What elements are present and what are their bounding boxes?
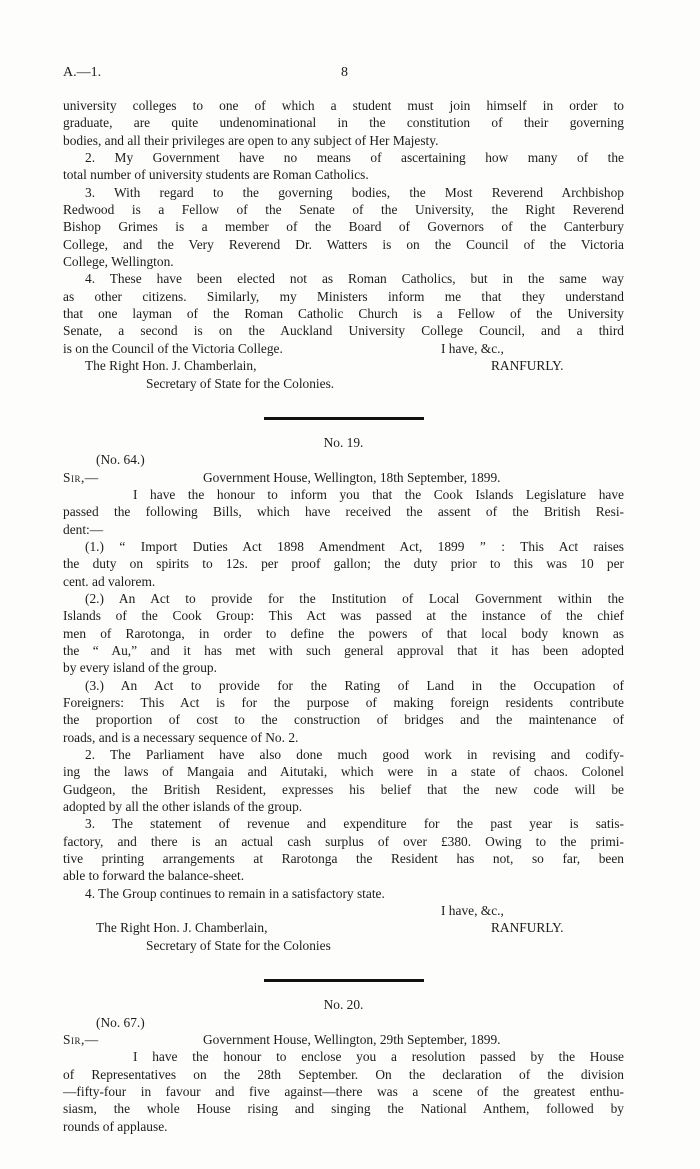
signature-line: [63, 919, 624, 936]
text-line: 4. The Group continues to remain in a satisfactory state.: [85, 885, 385, 901]
salutation: Sir,—: [63, 1031, 99, 1047]
signature-line: [63, 357, 624, 374]
letter-no-19: [63, 434, 624, 954]
text-line: cent. ad valorem.: [63, 573, 156, 589]
dateline-row: [63, 469, 624, 486]
letter-heading: No. 19.: [323, 434, 364, 450]
letter-reference: (No. 64.): [96, 452, 145, 468]
letter-reference: (No. 67.): [96, 1014, 145, 1030]
text-line: of Representatives on the 28th September. On the declaration of the division: [63, 1066, 624, 1082]
document-body: [63, 97, 624, 1135]
text-line: 2. My Government have no means of ascertaining how many of the: [85, 150, 624, 166]
text-line: bodies, and all their privileges are open to any subject of Her Majesty.: [63, 132, 439, 148]
page-number: 8: [341, 65, 348, 80]
closing-line: [63, 902, 624, 919]
text-line: the duty on spirits to 12s. per proof gallon; the duty prior to this was 10 per: [63, 556, 624, 572]
text-line: Foreigners: This Act is for the purpose of making foreign residents contribute: [63, 695, 624, 710]
text-line: I have the honour to enclose you a resolution passed by the House: [133, 1049, 624, 1065]
text-line: the proportion of cost to the construction of bridges and the maintenance of: [63, 712, 624, 728]
text-line: 3. With regard to the governing bodies, the Most Reverend Archbishop: [85, 184, 624, 200]
text-line: the “ Au,” and it has met with such general approval that it has been adopted: [63, 642, 624, 658]
text-line: as other citizens. Similarly, my Ministers inform me that they understand: [63, 288, 624, 304]
text-line: total number of university students are Roman Catholics.: [63, 167, 369, 183]
text-line: Gudgeon, the British Resident, expresses his belief that the new code will be: [63, 781, 624, 797]
text-line: Islands of the Cook Group: This Act was passed at the instance of the chief: [63, 608, 624, 624]
text-line: adopted by all the other islands of the group.: [63, 799, 303, 815]
letter-heading: No. 20.: [323, 997, 364, 1013]
text-line: siasm, the whole House rising and singing the National Anthem, followed by: [63, 1101, 624, 1117]
text-line: ing the laws of Mangaia and Aitutaki, which were in a state of chaos. Colonel: [63, 764, 624, 780]
text-line: (2.) An Act to provide for the Institution of Local Government within the: [85, 590, 624, 606]
text-line: roads, and is a necessary sequence of No. 2.: [63, 729, 299, 745]
text-line: factory, and there is an actual cash surplus of over £380. Owing to the primi-: [63, 833, 624, 849]
text-line: Bishop Grimes is a member of the Board of Governors of the Canterbury: [63, 219, 624, 235]
text-line: 3. The statement of revenue and expenditure for the past year is satis-: [85, 816, 624, 832]
text-line: passed the following Bills, which have received the assent of the British Resi-: [63, 504, 624, 520]
document-reference: A.—1.: [63, 65, 102, 80]
addressee: The Right Hon. J. Chamberlain,: [96, 920, 268, 936]
text-line: tive printing arrangements at Rarotonga the Resident has not, so far, been: [63, 851, 624, 867]
signature: RANFURLY.: [491, 358, 564, 374]
closing-phrase: I have, &c.,: [441, 340, 504, 356]
addressee-title: Secretary of State for the Colonies.: [146, 375, 335, 391]
addressee: The Right Hon. J. Chamberlain,: [85, 358, 257, 374]
text-line: men of Rarotonga, in order to define the powers of that local body known as: [63, 625, 624, 641]
text-line: by every island of the group.: [63, 660, 217, 676]
text-line: (1.) “ Import Duties Act 1898 Amendment Act, 1899 ” : This Act raises: [85, 538, 624, 554]
letter-continuation: [63, 97, 624, 392]
text-line: Redwood is a Fellow of the Senate of the University, the Right Reverend: [63, 202, 624, 218]
text-line: dent:—: [63, 521, 104, 537]
text-line: that one layman of the Roman Catholic Church is a Fellow of the University: [63, 306, 624, 322]
salutation: Sir,—: [63, 469, 99, 485]
text-line: 4. These have been elected not as Roman Catholics, but in the same way: [85, 271, 624, 287]
addressee-title: Secretary of State for the Colonies: [146, 937, 331, 953]
text-line: I have the honour to inform you that the Cook Islands Legislature have: [133, 486, 624, 502]
closing-line: [63, 340, 624, 357]
text-line: (3.) An Act to provide for the Rating of Land in the Occupation of: [85, 677, 624, 693]
text-line: is on the Council of the Victoria College.: [63, 340, 283, 356]
signature: RANFURLY.: [491, 920, 564, 936]
text-line: able to forward the balance-sheet.: [63, 868, 245, 884]
dateline: Government House, Wellington, 29th September, 1899.: [203, 1031, 501, 1047]
dateline: Government House, Wellington, 18th September, 1899.: [203, 469, 501, 485]
text-line: rounds of applause.: [63, 1118, 168, 1134]
text-line: university colleges to one of which a student must join himself in order to: [63, 98, 624, 113]
closing-phrase: I have, &c.,: [441, 903, 504, 919]
text-line: College, and the Very Reverend Dr. Watters is on the Council of the Victoria: [63, 236, 624, 252]
dateline-row: [63, 1031, 624, 1048]
text-line: 2. The Parliament have also done much good work in revising and codify-: [85, 747, 624, 763]
letter-no-20: [63, 996, 624, 1135]
text-line: Senate, a second is on the Auckland University College Council, and a third: [63, 323, 624, 339]
text-line: —fifty-four in favour and five against—there was a scene of the greatest enthu-: [63, 1083, 624, 1099]
text-line: College, Wellington.: [63, 254, 174, 270]
text-line: graduate, are quite undenominational in the constitution of their governing: [63, 115, 624, 131]
